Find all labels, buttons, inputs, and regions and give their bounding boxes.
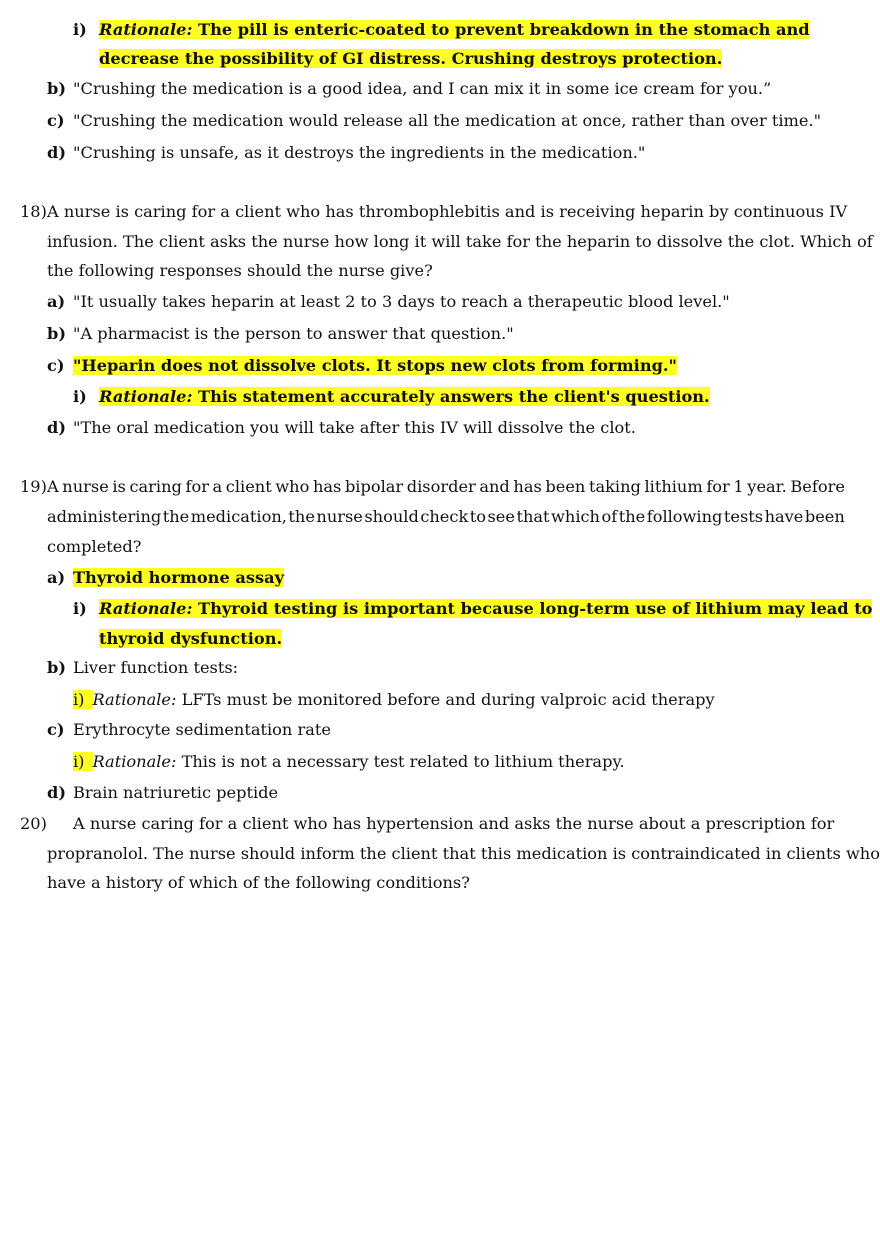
option-label: d) <box>47 143 66 162</box>
q19-stem-line2 <box>47 505 845 529</box>
q19-rationale-c <box>73 750 625 774</box>
q19-stem-line1 <box>47 475 845 499</box>
word: disorder <box>406 477 476 496</box>
word: taking <box>588 477 641 496</box>
word: has <box>312 477 342 496</box>
q19-stem-line3: completed? <box>47 537 142 556</box>
option-label: b) <box>47 658 66 677</box>
word: is <box>112 477 126 496</box>
word: medication, <box>190 507 287 526</box>
rationale-label: i) <box>73 599 87 618</box>
q20-stem-line2: propranolol. The nurse should inform the client that this medication is contraindicated in clients who <box>47 844 880 863</box>
word: been <box>804 507 845 526</box>
word: the <box>162 507 190 526</box>
q18-option-c-correct <box>73 354 677 378</box>
word: have <box>764 507 804 526</box>
rationale-text: LFTs must be monitored before and during valproic acid therapy <box>176 690 715 709</box>
word: the <box>618 507 646 526</box>
option-label: c) <box>47 111 65 130</box>
option-label: a) <box>47 568 66 587</box>
word: of <box>601 507 618 526</box>
word: who <box>275 477 310 496</box>
word: following <box>646 507 723 526</box>
q18-stem-line3: the following responses should the nurse give? <box>47 261 433 280</box>
word: that <box>516 507 550 526</box>
word: should <box>364 507 419 526</box>
word: A <box>47 477 59 496</box>
word: check <box>420 507 469 526</box>
q18-option-d: "The oral medication you will take after this IV will dissolve the clot. <box>73 418 636 437</box>
correct-answer-text: "Heparin does not dissolve clots. It stops new clots from forming." <box>73 356 677 375</box>
rationale-text-cont: decrease the possibility of GI distress. Crushing destroys protection. <box>99 49 723 68</box>
word: lithium <box>644 477 703 496</box>
rationale-prefix: Rationale: <box>99 599 193 618</box>
q19-option-a-correct <box>73 566 284 590</box>
option-label: d) <box>47 783 66 802</box>
word: which <box>551 507 600 526</box>
rationale-text: This is not a necessary test related to lithium therapy. <box>176 752 625 771</box>
option-label: d) <box>47 418 66 437</box>
option-label: b) <box>47 79 66 98</box>
word: to <box>469 507 487 526</box>
q19-option-c: Erythrocyte sedimentation rate <box>73 720 331 739</box>
q19-rationale-a-line1 <box>99 597 872 621</box>
word: nurse <box>62 477 109 496</box>
q17-rationale-line1 <box>99 18 810 42</box>
rationale-label: i) <box>73 387 87 406</box>
question-number: 18) <box>20 202 47 221</box>
q19-rationale-b <box>73 688 715 712</box>
question-number: 19) <box>20 477 47 496</box>
word: been <box>545 477 586 496</box>
word: see <box>487 507 515 526</box>
q19-option-d: Brain natriuretic peptide <box>73 783 279 802</box>
word: nurse <box>316 507 363 526</box>
word: for <box>706 477 730 496</box>
rationale-prefix: Rationale: <box>92 690 177 709</box>
option-label: c) <box>47 356 65 375</box>
q19-rationale-a-line2 <box>99 627 282 651</box>
q18-stem-line1: A nurse is caring for a client who has thrombophlebitis and is receiving heparin by continuous IV <box>47 202 848 221</box>
rationale-prefix: Rationale: <box>92 752 177 771</box>
q19-option-b: Liver function tests: <box>73 658 239 677</box>
rationale-text: This statement accurately answers the client's question. <box>192 387 710 406</box>
rationale-label: i) <box>73 752 93 771</box>
rationale-label: i) <box>73 20 87 39</box>
rationale-text: Thyroid testing is important because long-term use of lithium may lead to <box>192 599 873 618</box>
rationale-text: The pill is enteric-coated to prevent breakdown in the stomach and <box>192 20 810 39</box>
word: administering <box>47 507 162 526</box>
question-number: 20) <box>20 814 47 833</box>
q20-stem-line3: have a history of which of the following conditions? <box>47 873 470 892</box>
rationale-prefix: Rationale: <box>99 20 193 39</box>
word: and <box>479 477 510 496</box>
word: for <box>185 477 209 496</box>
word: tests <box>723 507 764 526</box>
rationale-text-cont: thyroid dysfunction. <box>99 629 283 648</box>
word: a <box>212 477 223 496</box>
q20-stem-line1: A nurse caring for a client who has hypertension and asks the nurse about a prescription for <box>73 814 835 833</box>
q18-option-a: "It usually takes heparin at least 2 to 3 days to reach a therapeutic blood level." <box>73 292 730 311</box>
q18-stem-line2: infusion. The client asks the nurse how long it will take for the heparin to dissolve the clot. Which of <box>47 232 873 251</box>
rationale-label: i) <box>73 690 93 709</box>
word: client <box>225 477 272 496</box>
option-label: a) <box>47 292 66 311</box>
q17-option-b: "Crushing the medication is a good idea, and I can mix it in some ice cream for you.” <box>73 79 772 98</box>
rationale-prefix: Rationale: <box>99 387 193 406</box>
word: has <box>513 477 542 496</box>
word: Before <box>790 477 845 496</box>
q18-rationale <box>99 385 710 409</box>
word: year. <box>747 477 787 496</box>
q17-option-d: "Crushing is unsafe, as it destroys the ingredients in the medication." <box>73 143 646 162</box>
q17-option-c: "Crushing the medication would release all the medication at once, rather than over time." <box>73 111 822 130</box>
q17-rationale-line2 <box>99 47 722 71</box>
word: caring <box>129 477 182 496</box>
option-label: c) <box>47 720 65 739</box>
option-label: b) <box>47 324 66 343</box>
q18-option-b: "A pharmacist is the person to answer that question." <box>73 324 514 343</box>
word: the <box>288 507 315 526</box>
correct-answer-text: Thyroid hormone assay <box>73 568 284 587</box>
word: bipolar <box>344 477 404 496</box>
word: 1 <box>733 477 744 496</box>
